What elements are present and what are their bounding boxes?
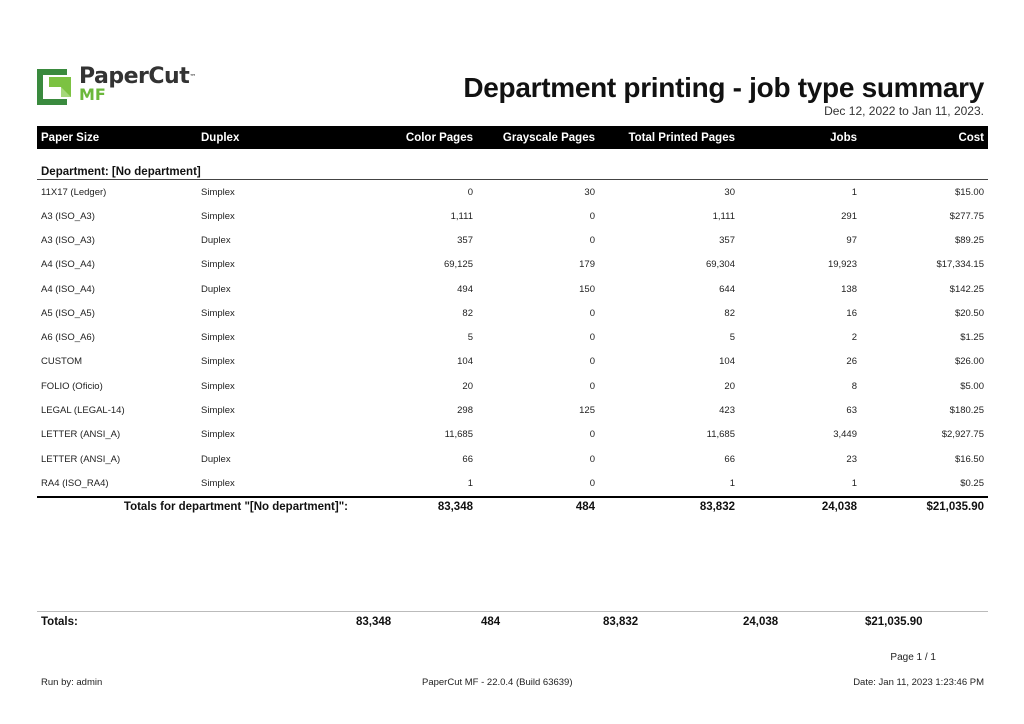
cell-jobs: 2 [851, 332, 857, 344]
cell-duplex: Simplex [201, 477, 235, 489]
cell-total-pages: 5 [729, 332, 735, 344]
cell-cost: $0.25 [960, 477, 984, 489]
cell-jobs: 63 [846, 405, 857, 417]
cell-cost: $5.00 [960, 380, 984, 392]
cell-total-pages: 1 [729, 477, 735, 489]
subtotal-total-pages: 83,832 [599, 497, 739, 516]
cell-duplex: Simplex [201, 259, 235, 271]
cell-grayscale-pages: 0 [589, 380, 595, 392]
cell-cost: $17,334.15 [936, 259, 984, 271]
subtotal-label: Totals for department "[No department]": [37, 497, 352, 516]
cell-total-pages: 82 [724, 307, 735, 319]
department-subtotal-row [37, 497, 988, 516]
cell-paper-size: A3 (ISO_A3) [41, 234, 95, 246]
department-label: Department: [No department] [37, 165, 988, 180]
cell-paper-size: A6 (ISO_A6) [41, 332, 95, 344]
cell-color-pages: 1,111 [450, 210, 473, 222]
table-row [37, 228, 988, 252]
cell-duplex: Simplex [201, 332, 235, 344]
table-header-row [37, 126, 988, 149]
cell-duplex: Duplex [201, 234, 231, 246]
cell-grayscale-pages: 125 [579, 405, 595, 417]
cell-grayscale-pages: 0 [589, 429, 595, 441]
cell-grayscale-pages: 179 [579, 259, 595, 271]
cell-grayscale-pages: 0 [589, 307, 595, 319]
col-header-duplex: Duplex [197, 126, 352, 149]
cell-total-pages: 644 [719, 283, 735, 295]
report-date-range: Dec 12, 2022 to Jan 11, 2023. [824, 104, 984, 118]
cell-grayscale-pages: 0 [589, 477, 595, 489]
cell-total-pages: 357 [719, 234, 735, 246]
cell-paper-size: A5 (ISO_A5) [41, 307, 95, 319]
cell-duplex: Duplex [201, 283, 231, 295]
department-group-header [37, 165, 988, 180]
cell-grayscale-pages: 0 [589, 234, 595, 246]
cell-cost: $20.50 [954, 307, 984, 319]
table-row [37, 423, 988, 447]
cell-color-pages: 1 [467, 477, 473, 489]
cell-total-pages: 20 [724, 380, 735, 392]
subtotal-color-pages: 83,348 [352, 497, 477, 516]
cell-duplex: Duplex [201, 453, 231, 465]
grand-totals-cost: $21,035.90 [861, 612, 988, 633]
cell-paper-size: LETTER (ANSI_A) [41, 453, 121, 465]
cell-cost: $2,927.75 [941, 429, 984, 441]
table-row [37, 447, 988, 471]
cell-color-pages: 494 [457, 283, 473, 295]
cell-color-pages: 11,685 [444, 429, 473, 441]
cell-jobs: 8 [851, 380, 857, 392]
col-header-jobs: Jobs [739, 126, 861, 149]
cell-color-pages: 20 [462, 380, 473, 392]
cell-total-pages: 66 [724, 453, 735, 465]
papercut-logo [37, 64, 196, 107]
cell-total-pages: 11,685 [706, 429, 735, 441]
table-row [37, 398, 988, 422]
table-row [37, 325, 988, 349]
cell-duplex: Simplex [201, 186, 235, 198]
cell-jobs: 19,923 [827, 259, 857, 271]
logo-wordmark: PaperCut™ [79, 64, 196, 89]
cell-color-pages: 104 [457, 356, 473, 368]
grand-totals-label: Totals: [37, 612, 352, 633]
cell-color-pages: 357 [457, 234, 473, 246]
cell-color-pages: 0 [467, 186, 473, 198]
cell-paper-size: CUSTOM [41, 356, 82, 368]
cell-duplex: Simplex [201, 429, 235, 441]
cell-jobs: 23 [846, 453, 857, 465]
cell-total-pages: 1,111 [712, 210, 735, 222]
col-header-color-pages: Color Pages [352, 126, 477, 149]
table-row [37, 277, 988, 301]
table-row [37, 253, 988, 277]
cell-paper-size: A4 (ISO_A4) [41, 259, 95, 271]
table-row [37, 374, 988, 398]
col-header-grayscale-pages: Grayscale Pages [477, 126, 599, 149]
cell-color-pages: 5 [467, 332, 473, 344]
cell-duplex: Simplex [201, 405, 235, 417]
col-header-paper-size: Paper Size [37, 126, 197, 149]
cell-cost: $180.25 [949, 405, 984, 417]
cell-duplex: Simplex [201, 210, 235, 222]
grand-totals-row [37, 612, 988, 633]
cell-jobs: 16 [846, 307, 857, 319]
cell-grayscale-pages: 0 [589, 332, 595, 344]
cell-jobs: 1 [851, 477, 857, 489]
table-row [37, 180, 988, 205]
cell-paper-size: RA4 (ISO_RA4) [41, 477, 109, 489]
cell-paper-size: A4 (ISO_A4) [41, 283, 95, 295]
cell-duplex: Simplex [201, 307, 235, 319]
table-row [37, 204, 988, 228]
table-row [37, 471, 988, 496]
cell-total-pages: 423 [719, 405, 735, 417]
cell-cost: $277.75 [949, 210, 984, 222]
cell-paper-size: 11X17 (Ledger) [41, 186, 107, 198]
grand-totals-grayscale-pages: 484 [477, 612, 599, 633]
cell-jobs: 291 [841, 210, 857, 222]
cell-grayscale-pages: 150 [579, 283, 595, 295]
cell-color-pages: 69,125 [443, 259, 473, 271]
cell-paper-size: A3 (ISO_A3) [41, 210, 95, 222]
cell-paper-size: LETTER (ANSI_A) [41, 429, 121, 441]
table-row [37, 301, 988, 325]
cell-color-pages: 66 [462, 453, 473, 465]
cell-duplex: Simplex [201, 380, 235, 392]
cell-cost: $1.25 [960, 332, 984, 344]
page-number: Page 1 / 1 [890, 652, 936, 663]
cell-jobs: 138 [841, 283, 857, 295]
grand-totals-jobs: 24,038 [739, 612, 861, 633]
cell-paper-size: FOLIO (Oficio) [41, 380, 103, 392]
subtotal-grayscale-pages: 484 [477, 497, 599, 516]
cell-grayscale-pages: 0 [589, 453, 595, 465]
cell-grayscale-pages: 0 [589, 210, 595, 222]
report-generated-date: Date: Jan 11, 2023 1:23:46 PM [853, 677, 984, 688]
software-version: PaperCut MF - 22.0.4 (Build 63639) [422, 677, 573, 688]
col-header-cost: Cost [861, 126, 988, 149]
subtotal-cost: $21,035.90 [861, 497, 988, 516]
logo-product: MF [79, 85, 106, 104]
subtotal-jobs: 24,038 [739, 497, 861, 516]
cell-cost: $26.00 [954, 356, 984, 368]
cell-grayscale-pages: 30 [584, 186, 595, 198]
grand-totals-color-pages: 83,348 [352, 612, 477, 633]
cell-duplex: Simplex [201, 356, 235, 368]
cell-total-pages: 69,304 [705, 259, 735, 271]
cell-jobs: 1 [851, 186, 857, 198]
summary-table [37, 126, 988, 516]
cell-paper-size: LEGAL (LEGAL-14) [41, 405, 125, 417]
cell-cost: $142.25 [949, 283, 984, 295]
cell-total-pages: 30 [724, 186, 735, 198]
cell-color-pages: 298 [457, 405, 473, 417]
papercut-logo-icon [37, 67, 73, 105]
grand-totals-total-pages: 83,832 [599, 612, 739, 633]
cell-color-pages: 82 [462, 307, 473, 319]
cell-jobs: 26 [846, 356, 857, 368]
grand-totals-table [37, 611, 988, 632]
table-row [37, 350, 988, 374]
col-header-total-printed-pages: Total Printed Pages [599, 126, 739, 149]
cell-total-pages: 104 [719, 356, 735, 368]
cell-jobs: 97 [846, 234, 857, 246]
cell-grayscale-pages: 0 [589, 356, 595, 368]
cell-cost: $16.50 [954, 453, 984, 465]
cell-cost: $15.00 [954, 186, 984, 198]
cell-cost: $89.25 [954, 234, 984, 246]
cell-jobs: 3,449 [833, 429, 857, 441]
run-by: Run by: admin [41, 677, 103, 688]
report-title: Department printing - job type summary [463, 72, 984, 103]
